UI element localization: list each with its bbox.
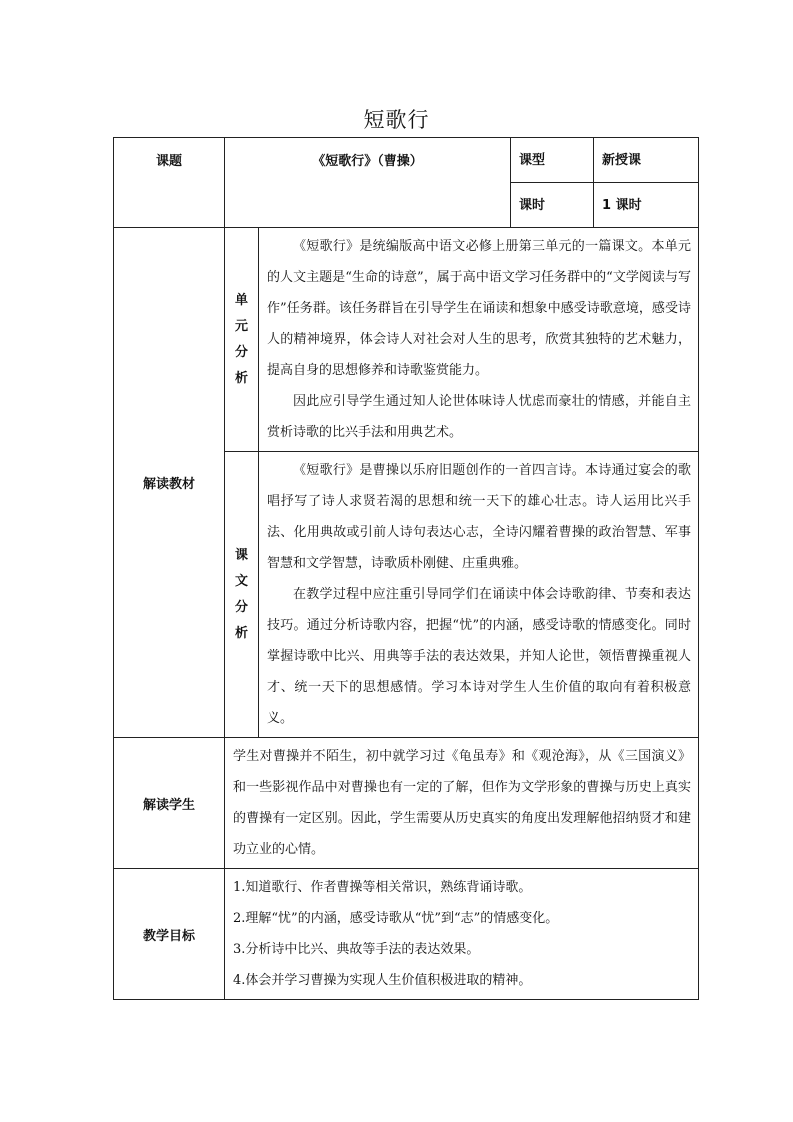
goal-item: 4.体会并学习曹操为实现人生价值积极进取的精神。 bbox=[233, 973, 532, 988]
unit-label-char: 分 bbox=[234, 344, 248, 360]
topic-label: 课题 bbox=[114, 138, 225, 228]
unit-label-char: 单 bbox=[234, 292, 248, 308]
type-value: 新授课 bbox=[594, 138, 699, 183]
unit-analysis-content bbox=[259, 228, 699, 452]
unit-label-char: 元 bbox=[234, 318, 248, 334]
lesson-plan-table bbox=[113, 137, 699, 1000]
unit-analysis-label bbox=[225, 228, 259, 452]
goals-label: 教学目标 bbox=[114, 869, 225, 1000]
paragraph: 《短歌行》是曹操以乐府旧题创作的一首四言诗。本诗通过宴会的歌唱抒写了诗人求贤若渴的思想和统一天下的雄心壮志。诗人运用比兴手法、化用典故或引前人诗句表达心志，全诗闪耀着曹操的政治智慧、军事智慧和文学智慧，诗歌质朴刚健、庄重典雅。 bbox=[267, 463, 692, 571]
text-label-char: 文 bbox=[234, 573, 248, 589]
goals-content bbox=[225, 869, 699, 1000]
paragraph: 因此应引导学生通过知人论世体味诗人忧虑而豪壮的情感，并能自主赏析诗歌的比兴手法和用典艺术。 bbox=[267, 394, 692, 440]
unit-label-char: 析 bbox=[234, 370, 248, 386]
hours-label: 课时 bbox=[511, 183, 594, 228]
row-students bbox=[114, 738, 699, 869]
goal-item: 2.理解“忧”的内涵，感受诗歌从“忧”到“志”的情感变化。 bbox=[233, 911, 559, 926]
students-content bbox=[225, 738, 699, 869]
paragraph: 《短歌行》是统编版高中语文必修上册第三单元的一篇课文。本单元的人文主题是“生命的诗意”，属于高中语文学习任务群中的“文学阅读与写作”任务群。该任务群旨在引导学生在诵读和想象中感受诗歌意境，感受诗人的精神境界，体会诗人对社会对人生的思考，欣赏其独特的艺术魅力，提高自身的思想修养和诗歌鉴赏能力。 bbox=[267, 239, 692, 378]
text-analysis-content bbox=[259, 452, 699, 738]
row-topic-type bbox=[114, 138, 699, 183]
students-label: 解读学生 bbox=[114, 738, 225, 869]
textbook-label: 解读教材 bbox=[114, 228, 225, 738]
paragraph: 在教学过程中应注重引导同学们在诵读中体会诗歌韵律、节奏和表达技巧。通过分析诗歌内容，把握“忧”的内涵，感受诗歌的情感变化。同时掌握诗歌中比兴、用典等手法的表达效果，并知人论世，领悟曹操重视人才、统一天下的思想感情。学习本诗对学生人生价值的取向有着积极意义。 bbox=[267, 587, 692, 726]
text-label-char: 分 bbox=[234, 599, 248, 615]
text-analysis-label bbox=[225, 452, 259, 738]
type-label: 课型 bbox=[511, 138, 594, 183]
hours-value: 1 课时 bbox=[594, 183, 699, 228]
text-label-char: 课 bbox=[234, 547, 248, 563]
goal-item: 1.知道歌行、作者曹操等相关常识，熟练背诵诗歌。 bbox=[233, 880, 532, 895]
students-text: 学生对曹操并不陌生，初中就学习过《龟虽寿》和《观沧海》，从《三国演义》和一些影视作品中对曹操也有一定的了解，但作为文学形象的曹操与历史上真实的曹操有一定区别。因此，学生需要从历史真实的角度出发理解他招纳贤才和建功立业的心情。 bbox=[233, 749, 692, 857]
page-title: 短歌行 bbox=[363, 108, 430, 132]
row-unit-analysis bbox=[114, 228, 699, 452]
goal-item: 3.分析诗中比兴、典故等手法的表达效果。 bbox=[233, 942, 480, 957]
topic-value: 《短歌行》（曹操） bbox=[225, 138, 511, 228]
text-label-char: 析 bbox=[234, 625, 248, 641]
row-goals bbox=[114, 869, 699, 1000]
